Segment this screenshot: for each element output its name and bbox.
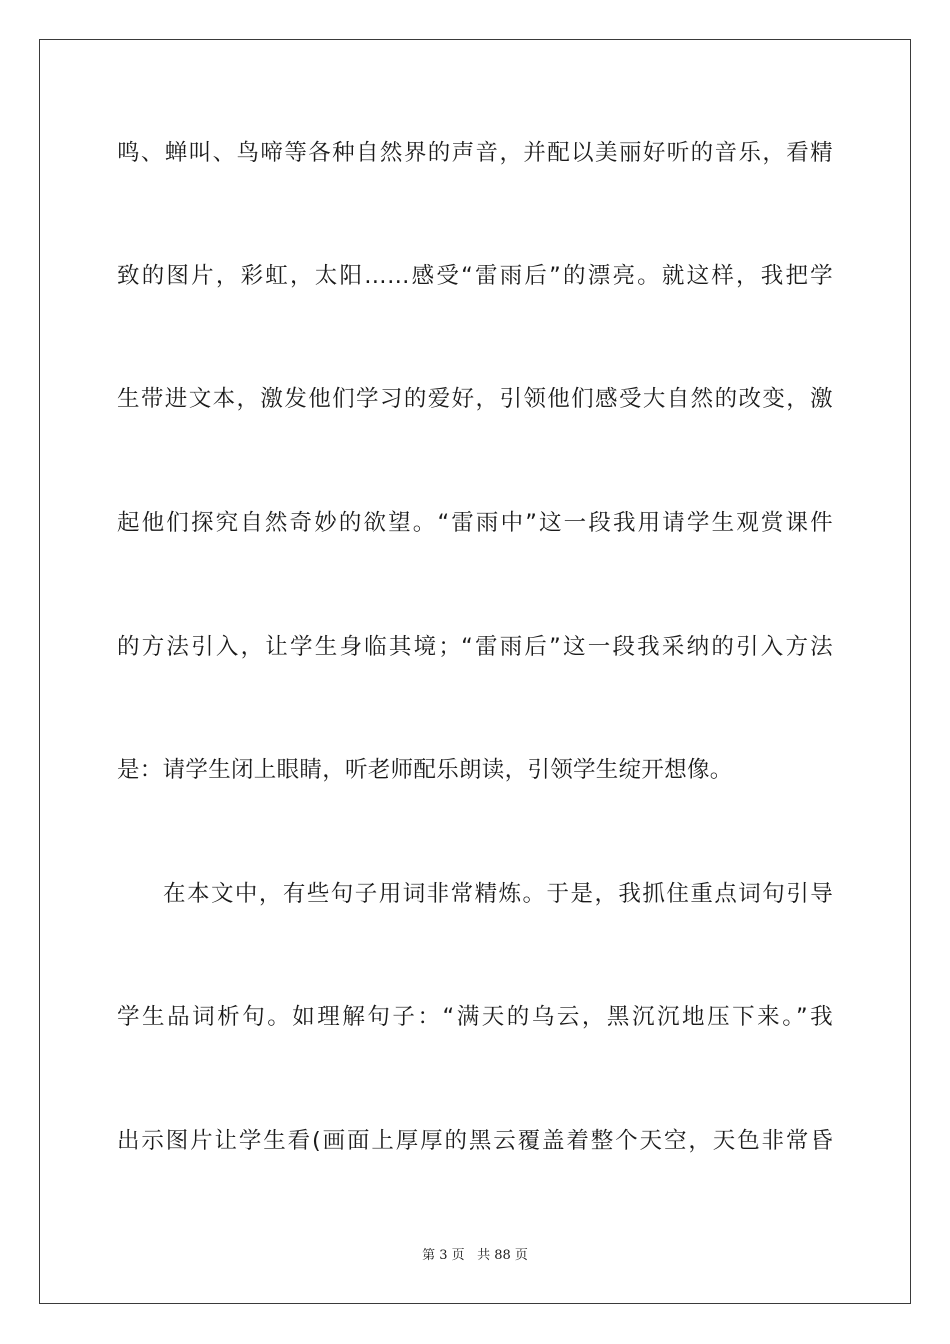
- page-number: 第 3 页: [422, 1248, 465, 1263]
- text-line: 的方法引入，让学生身临其境；“雷雨后”这一段我采纳的引入方法: [117, 634, 833, 660]
- text-line: 生带进文本，激发他们学习的爱好，引领他们感受大自然的改变，激: [117, 386, 833, 412]
- text-line: 鸣、蝉叫、鸟啼等各种自然界的声音，并配以美丽好听的音乐，看精: [117, 140, 833, 166]
- text-line: 致的图片，彩虹，太阳……感受“雷雨后”的漂亮。就这样，我把学: [117, 263, 833, 289]
- text-line: 出示图片让学生看(画面上厚厚的黑云覆盖着整个天空，天色非常昏: [117, 1128, 833, 1154]
- page-footer: [0, 1247, 950, 1265]
- page-total: 共 88 页: [477, 1248, 528, 1263]
- text-line: 起他们探究自然奇妙的欲望。“雷雨中”这一段我用请学生观赏课件: [117, 510, 833, 536]
- paragraph-first-line: 在本文中，有些句子用词非常精炼。于是，我抓住重点词句引导: [163, 881, 833, 907]
- text-line: 是：请学生闭上眼睛，听老师配乐朗读，引领学生绽开想像。: [117, 757, 733, 783]
- page-border: [39, 39, 911, 1304]
- text-line: 学生品词析句。如理解句子：“满天的乌云，黑沉沉地压下来。”我: [117, 1004, 833, 1030]
